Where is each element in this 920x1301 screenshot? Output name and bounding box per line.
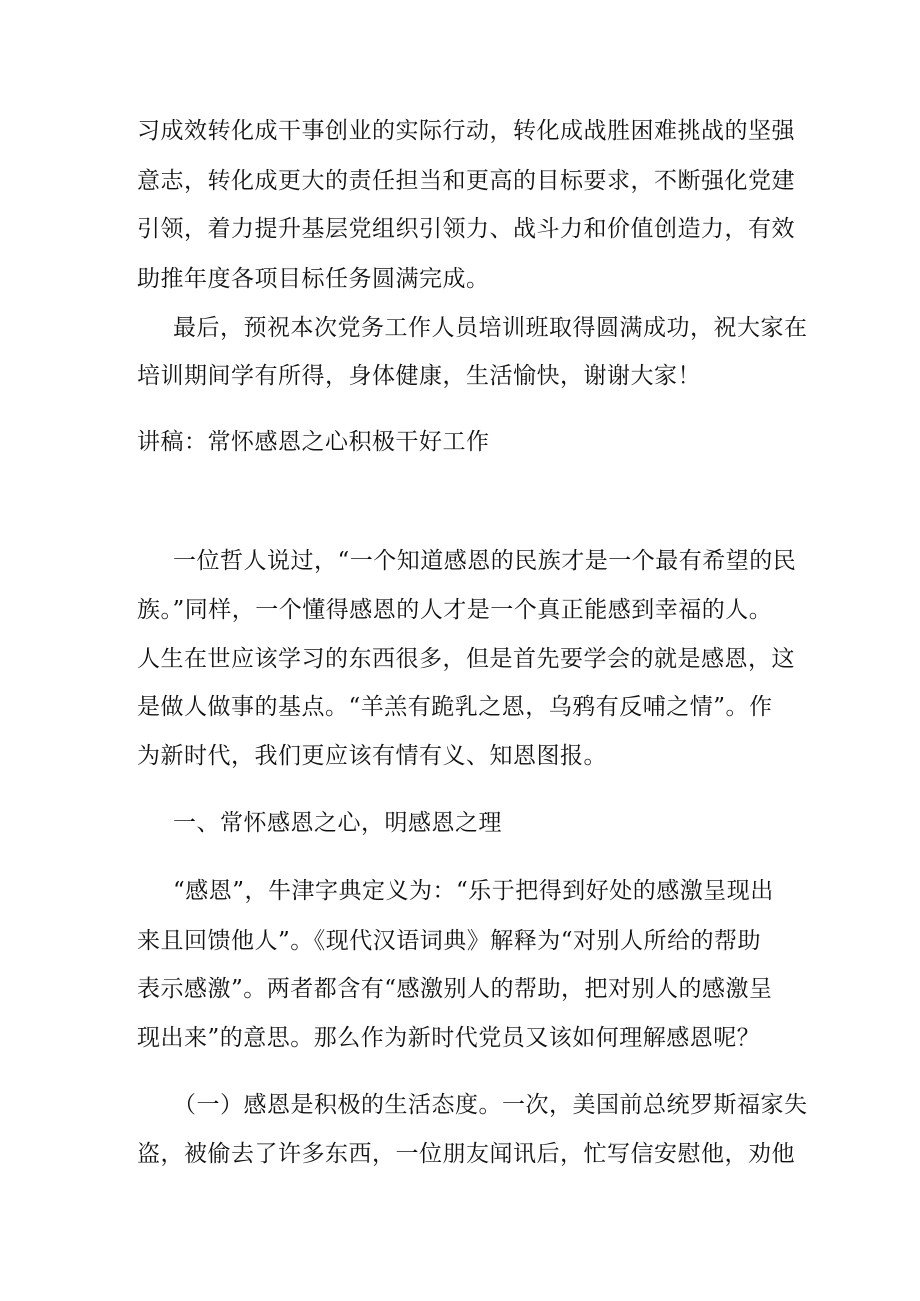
document-page: 习成效转化成干事创业的实际行动，转化成战胜困难挑战的坚强 意志，转化成更大的责任担当和更高的目标要求，不断强化党建 引领，着力提升基层党组织引领力、战斗力和价值创造力，有效 助推年度各项目标任务圆满完成。 最后，预祝本次党务工作人员培训班取得圆满成功，祝大家在 培训期间学有所得，身体健康，生活愉快，谢谢大家！ 讲稿：常怀感恩之心积极干好工作 一位哲人说过，“一个知道感恩的民族才是一个最有希望的民 族。”同样，一个懂得感恩的人才是一个真正能感到幸福的人。 人生在世应该学习的东西很多，但是首先要学会的就是感恩，这 是做人做事的基点。“羊羔有跪乳之恩，乌鸦有反哺之情”。作 为新时代，我们更应该有情有义、知恩图报。 一、常怀感恩之心，明感恩之理 “感恩”，牛津字典定义为：“乐于把得到好处的感激呈现出 来且回馈他人”。《现代汉语词典》解释为“对别人所给的帮助 表示感激”。两者都含有“感激别人的帮助，把对别人的感激呈 现出来”的意思。那么作为新时代党员又该如何理解感恩呢？ （一）感恩是积极的生活态度。一次，美国前总统罗斯福家失 盗，被偷去了许多东西，一位朋友闻讯后，忙写信安慰他，劝他 — [0, 0, 920, 1301]
